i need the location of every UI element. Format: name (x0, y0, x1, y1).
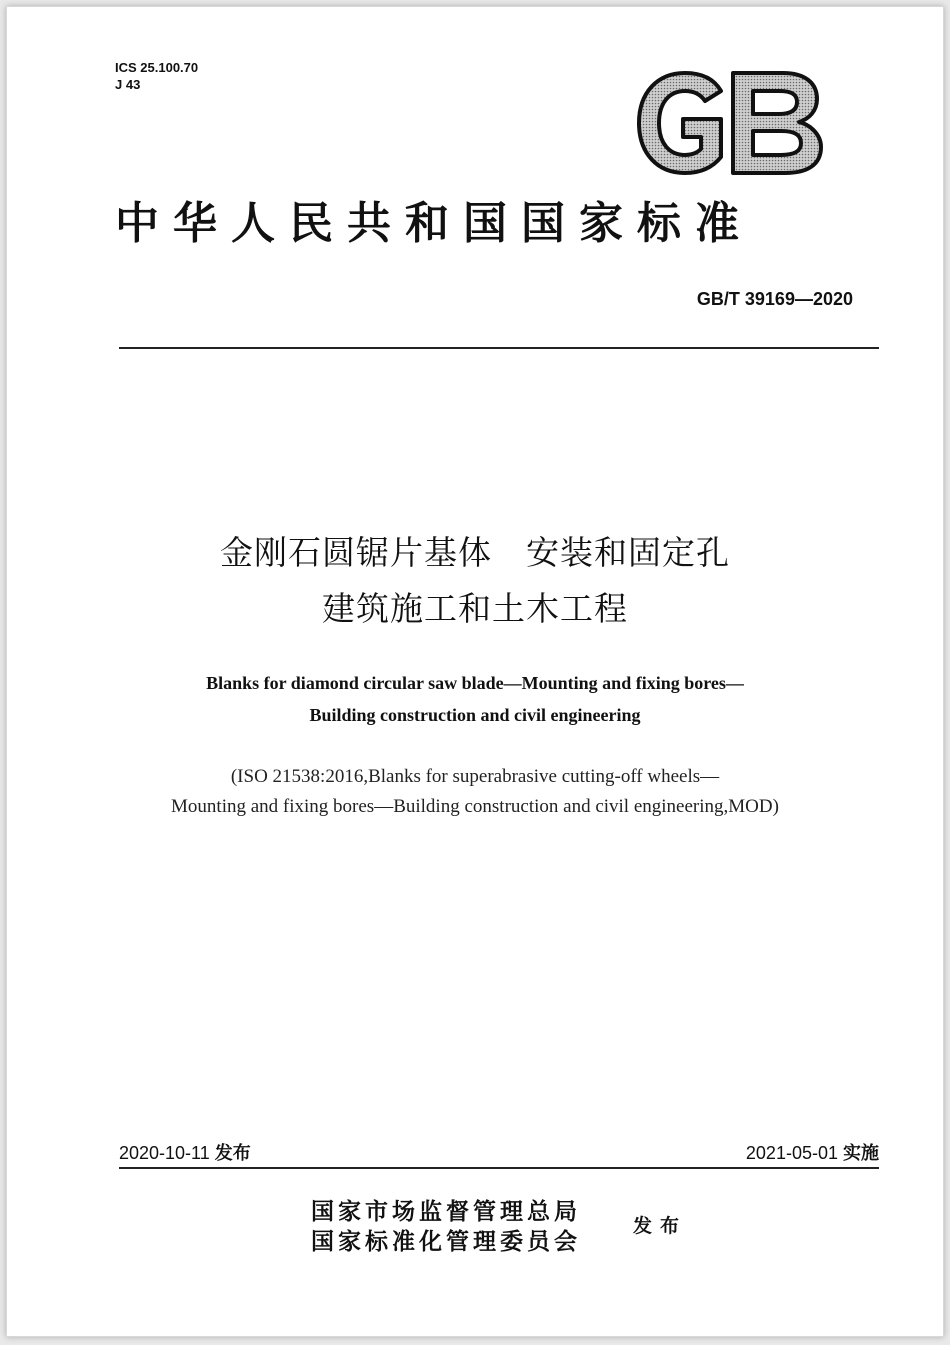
gb-logo (633, 69, 823, 177)
bottom-divider (119, 1167, 879, 1169)
iso-reference-line2: Mounting and fixing bores—Building construction and civil engineering,MOD) (171, 796, 779, 817)
issue-word: 发布 (633, 1215, 688, 1237)
implement-date: 2021-05-01 (745, 1143, 838, 1163)
ccs-code: J 43 (115, 77, 141, 92)
en-title-line1: Blanks for diamond circular saw blade—Mounting and fixing bores— (206, 673, 744, 693)
issuer-samr: 国家市场监督管理总局 (311, 1198, 581, 1225)
document-page (6, 6, 944, 1337)
standard-number: GB/T 39169—2020 (696, 289, 853, 309)
implement-label: 实施 (843, 1143, 879, 1164)
iso-reference-line1: (ISO 21538:2016,Blanks for superabrasive cutting-off wheels— (230, 766, 720, 787)
cn-title-line1: 金刚石圆锯片基体 安装和固定孔 (220, 533, 730, 572)
issuing-authorities (311, 1197, 581, 1257)
top-divider (119, 347, 879, 349)
classification-codes (115, 59, 198, 93)
en-title-line2: Building construction and civil engineering (309, 705, 641, 725)
implement-date-block (746, 1139, 879, 1165)
cn-title-line2: 建筑施工和土木工程 (322, 589, 628, 628)
issuer-sac: 国家标准化管理委员会 (311, 1228, 581, 1255)
ics-code: ICS 25.100.70 (115, 60, 199, 75)
issue-label: 发布 (214, 1143, 251, 1164)
national-standard-title: 中华人民共和国国家标准 (115, 198, 753, 249)
issue-date-block (119, 1139, 251, 1165)
issue-date: 2020-10-11 (119, 1143, 210, 1163)
